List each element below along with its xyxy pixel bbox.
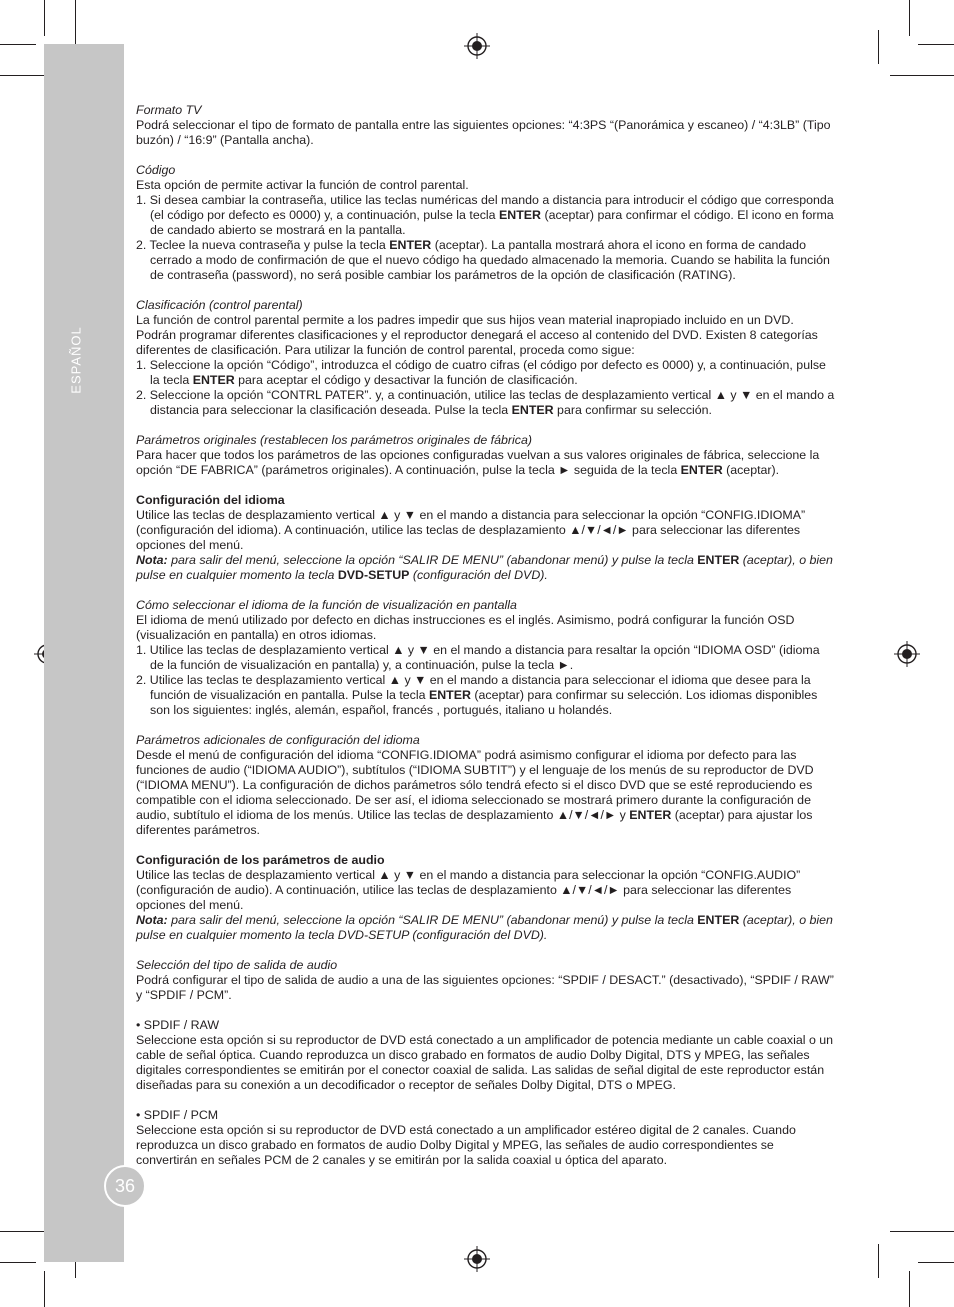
section-title: Parámetros originales (restablecen los parámetros originales de fábrica) (136, 433, 532, 447)
manual-content (136, 103, 836, 1168)
subsection-title: • SPDIF / PCM (136, 1108, 219, 1122)
crop-mark (909, 0, 910, 36)
paragraph: Seleccione esta opción si su reproductor de DVD está conectado a un amplificador de potencia mediante un cable coaxial o un cable de señal óptica. Cuando reproduzca un disco grabado en formatos de audio Dolby Digital, DTS y MPEG, las señales digitales correspondientes se emitirán por el conector coaxial de salida. Las salidas de señal digital de este reproductor están diseñadas para su conexión a un decodificador o receptor de señales Dolby Digital, DTS o MPEG. (136, 1033, 834, 1092)
list-item: 2. Teclee la nueva contraseña y pulse la tecla ENTER (aceptar). La pantalla mostrará ahora el icono en forma de candado cerrado a modo de confirmación de que el nuevo código ha quedado almacenado la memoria. Cuando se habilita la función de contraseña (password), no será posible cambiar los parámetros de la opción de clasificación (RATING). (136, 238, 830, 282)
registration-mark-icon (464, 1246, 490, 1272)
list-item: 1. Si desea cambiar la contraseña, utilice las teclas numéricas del mando a distancia para introducir el código que corresponda (el código por defecto es 0000) y, a continuación, pulse la tecla ENTER (aceptar) para confirmar el código. El icono en forma de candado abierto se mostrará en la pantalla. (136, 193, 834, 237)
crop-mark (44, 0, 45, 36)
paragraph: Desde el menú de configuración del idioma “CONFIG.IDIOMA” podrá asimismo configurar el idioma por defecto para las funciones de audio (“IDIOMA AUDIO”), subtítulos (“IDIOMA SUBTIT”) y el lenguaje de los menús de su reproductor de DVD (“IDIOMA MENU”). La configuración de dichos parámetros sólo tendrá efecto si el disco DVD que se esté reproduciendo es compatible con el idioma seleccionado. De ser así, el idioma seleccionado se mostrará primero durante la configuración de audio, subtítulo el idioma de los menús. Utilice las teclas de desplazamiento ▲/▼/◄/► y ENTER (aceptar) para ajustar los diferentes parámetros. (136, 748, 814, 837)
language-label: ESPAÑOL (68, 326, 84, 394)
section-title: Cómo seleccionar el idioma de la función de visualización en pantalla (136, 598, 517, 612)
section-heading: Configuración de los parámetros de audio (136, 853, 385, 867)
crop-mark (878, 30, 879, 64)
section-title: Código (136, 163, 176, 177)
crop-mark (890, 75, 954, 76)
list-item: 1. Utilice las teclas de desplazamiento vertical ▲ y ▼ en el mando a distancia para resaltar la opción “IDIOMA OSD” (idioma de la función de visualización en pantalla) y, a continuación, pulse la tecla ►. (136, 643, 820, 672)
paragraph: Podrá seleccionar el tipo de formato de pantalla entre las siguientes opciones: “4:3PS “(Panorámica y escaneo) / “4:3LB” (Tipo buzón) / “16:9” (Pantalla ancha). (136, 118, 831, 147)
crop-mark (44, 1271, 45, 1307)
crop-mark (918, 1262, 954, 1263)
crop-mark (878, 1244, 879, 1278)
crop-mark (890, 1231, 954, 1232)
section-title: Parámetros adicionales de configuración del idioma (136, 733, 420, 747)
section-title: Selección del tipo de salida de audio (136, 958, 338, 972)
note: Nota: para salir del menú, seleccione la opción “SALIR DE MENU” (abandonar menú) y pulse la tecla ENTER (aceptar), o bien pulse en cualquier momento la tecla DVD-SETUP (configuración del DVD). (136, 913, 833, 942)
crop-mark (918, 44, 954, 45)
crop-mark (909, 1271, 910, 1307)
paragraph: Esta opción de permite activar la función de control parental. (136, 178, 469, 192)
list-item: 2. Seleccione la opción “CONTRL PATER”. y, a continuación, utilice las teclas de desplazamiento vertical ▲ y ▼ en el mando a distancia para seleccionar la clasificación deseada. Pulse la tecla ENTER para confirmar su selección. (136, 388, 835, 417)
page-number: 36 (104, 1165, 146, 1207)
paragraph: Podrá configurar el tipo de salida de audio a una de las siguientes opciones: “SPDIF / DESACT.” (desactivado), “SPDIF / RAW” y “SPDIF / PCM”. (136, 973, 834, 1002)
crop-mark (75, 0, 76, 44)
paragraph: Para hacer que todos los parámetros de las opciones configuradas vuelvan a sus valores originales de fábrica, seleccione la opción “DE FABRICA” (parámetros originales). A continuación, pulse la tecla ► seguida de la tecla ENTER (aceptar). (136, 448, 820, 477)
paragraph: El idioma de menú utilizado por defecto en dichas instrucciones es el inglés. Asimismo, podrá configurar la función OSD (visualización en pantalla) en otros idiomas. (136, 613, 795, 642)
registration-mark-icon (464, 33, 490, 59)
section-title: Clasificación (control parental) (136, 298, 303, 312)
language-sidebar (44, 44, 124, 1262)
paragraph: Utilice las teclas de desplazamiento vertical ▲ y ▼ en el mando a distancia para seleccionar la opción “CONFIG.AUDIO” (configuración de audio). A continuación, utilice las teclas de desplazamiento ▲/▼/◄/► para seleccionar las diferentes opciones del menú. (136, 868, 801, 912)
list-item: 2. Utilice las teclas te desplazamiento vertical ▲ y ▼ en el mando a distancia para seleccionar el idioma que desee para la función de visualización en pantalla. Pulse la tecla ENTER (aceptar) para confirmar su selección. Los idiomas disponibles son los siguientes: inglés, alemán, español, francés , portugués, italiano u holandés. (136, 673, 818, 717)
section-heading: Configuración del idioma (136, 493, 285, 507)
list-item: 1. Seleccione la opción “Código”, introduzca el código de cuatro cifras (el código por defecto es 0000) y, a continuación, pulse la tecla ENTER para aceptar el código y desactivar la función de clasificación. (136, 358, 826, 387)
registration-mark-icon (894, 641, 920, 667)
crop-mark (0, 1262, 36, 1263)
note: Nota: para salir del menú, seleccione la opción “SALIR DE MENU” (abandonar menú) y pulse la tecla ENTER (aceptar), o bien pulse en cualquier momento la tecla DVD-SETUP (configuración del DVD). (136, 553, 833, 582)
paragraph: La función de control parental permite a los padres impedir que sus hijos vean material inapropiado incluido en un DVD. Podrán programar diferentes clasificaciones y el reproductor denegará el acceso al contenido del DVD. Existen 8 categorías diferentes de clasificación. Para utilizar la función de control parental, proceda como sigue: (136, 313, 818, 357)
crop-mark (0, 44, 36, 45)
paragraph: Seleccione esta opción si su reproductor de DVD está conectado a un amplificador estéreo digital de 2 canales. Cuando reproduzca un disco grabado en formatos de audio Dolby Digital y MPEG, las señales de audio correspondientes se convertirán en señales PCM de 2 canales y se emitirán por la salida coaxial u óptica del aparato. (136, 1123, 796, 1167)
paragraph: Utilice las teclas de desplazamiento vertical ▲ y ▼ en el mando a distancia para seleccionar la opción “CONFIG.IDIOMA” (configuración del idioma). A continuación, utilice las teclas de desplazamiento ▲/▼/◄/► para seleccionar las diferentes opciones del menú. (136, 508, 806, 552)
subsection-title: • SPDIF / RAW (136, 1018, 220, 1032)
section-title: Formato TV (136, 103, 202, 117)
